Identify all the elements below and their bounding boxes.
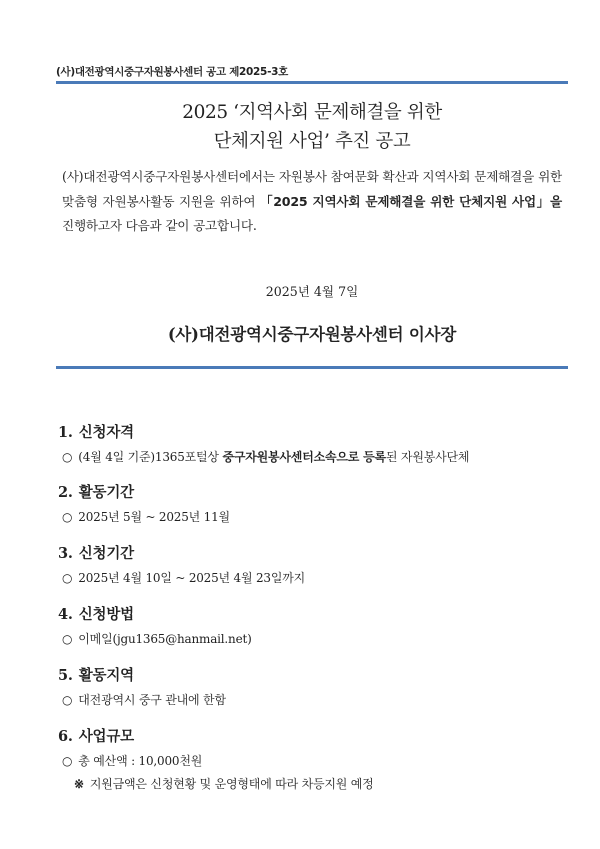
section-number: 5. [58, 667, 73, 684]
section-activity-area [58, 664, 568, 708]
intro-text-2: 진행하고자 다음과 같이 공고합니다. [62, 218, 257, 233]
top-divider [56, 81, 568, 84]
item-text: 2025년 4월 10일 ~ 2025년 4월 23일까지 [78, 571, 306, 585]
section-eligibility [58, 421, 568, 465]
reference-mark-icon: ※ [74, 777, 84, 791]
section-heading: 활동기간 [78, 484, 134, 501]
circle-bullet-icon: ○ [62, 754, 73, 768]
list-item [58, 691, 568, 708]
section-heading: 활동지역 [78, 667, 134, 684]
list-item [58, 752, 568, 769]
title-line-2: 단체지원 사업’ 추진 공고 [213, 131, 411, 152]
email-text: 이메일(jgu1365@hanmail.net) [78, 632, 252, 646]
section-number: 1. [58, 424, 73, 441]
list-item [58, 569, 568, 586]
list-item [58, 508, 568, 525]
item-text: 2025년 5월 ~ 2025년 11월 [78, 510, 230, 524]
section-title [58, 481, 568, 502]
circle-bullet-icon: ○ [62, 571, 73, 585]
section-application-method [58, 603, 568, 647]
notice-date: 2025년 4월 7일 [265, 284, 359, 299]
section-title [58, 421, 568, 442]
intro-bold-project-name: 「2025 지역사회 문제해결을 위한 단체지원 사업」을 [260, 193, 562, 209]
section-number: 4. [58, 606, 73, 623]
section-heading: 신청기간 [78, 545, 134, 562]
section-heading: 신청자격 [78, 424, 134, 441]
intro-paragraph [62, 165, 562, 239]
issuer-name: (사)대전광역시중구자원봉사센터 이사장 [167, 325, 457, 344]
notice-number: (사)대전광역시중구자원봉사센터 공고 제2025-3호 [56, 66, 288, 78]
section-title [58, 725, 568, 746]
circle-bullet-icon: ○ [62, 450, 73, 464]
footnote [58, 775, 568, 792]
list-item [58, 448, 568, 465]
circle-bullet-icon: ○ [62, 510, 73, 524]
item-text-post: 된 자원봉사단체 [385, 450, 470, 464]
item-text: 총 예산액 : 10,000천원 [78, 754, 203, 768]
item-text-bold: 중구자원봉사센터소속으로 등록 [222, 450, 386, 464]
section-number: 6. [58, 728, 73, 745]
section-title [58, 664, 568, 685]
section-title [58, 542, 568, 563]
section-application-period [58, 542, 568, 586]
section-title [58, 603, 568, 624]
section-number: 3. [58, 545, 73, 562]
footnote-text: 지원금액은 신청현황 및 운영형태에 따라 차등지원 예정 [89, 777, 374, 791]
section-heading: 신청방법 [78, 606, 134, 623]
intro-text-1: (사)대전광역시중구자원봉사센터에서는 자원봉사 참여문화 확산과 지역사회 문제해결을 위한 맞춤형 자원봉사활동 지원을 위하여 [62, 169, 562, 209]
section-number: 2. [58, 484, 73, 501]
title-line-1: 2025 ‘지역사회 문제해결을 위한 [182, 102, 442, 123]
circle-bullet-icon: ○ [62, 693, 73, 707]
circle-bullet-icon: ○ [62, 632, 73, 646]
bottom-divider [56, 366, 568, 369]
item-text-pre: (4월 4일 기준)1365포털상 [78, 450, 223, 464]
section-project-scale [58, 725, 568, 792]
item-text: 대전광역시 중구 관내에 한함 [78, 693, 226, 707]
section-activity-period [58, 481, 568, 525]
list-item [58, 630, 568, 647]
document-title [56, 98, 568, 156]
section-heading: 사업규모 [78, 728, 134, 745]
